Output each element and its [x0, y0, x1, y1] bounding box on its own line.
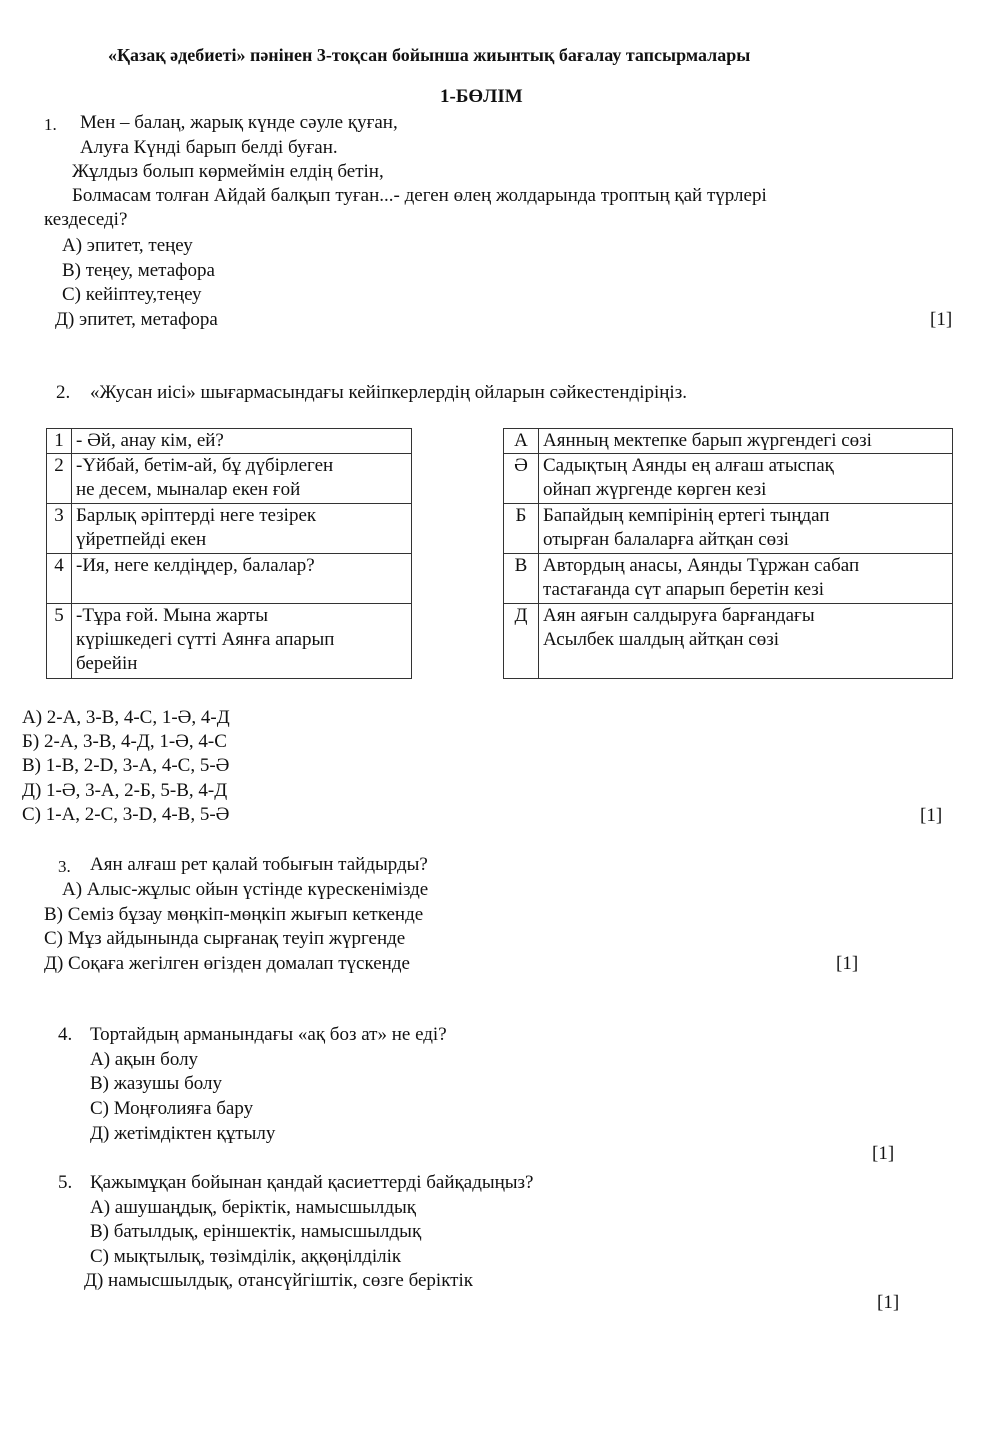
row-letter: Ә	[504, 454, 539, 504]
answer-option: В) 1-В, 2-D, 3-А, 4-С, 5-Ә	[22, 755, 230, 776]
answer-option: В) батылдық, еріншектік, намысшылдық	[90, 1221, 422, 1242]
score-mark: [1]	[872, 1143, 895, 1164]
question-number: 3.	[58, 857, 71, 876]
answer-option: Д) эпитет, метафора	[55, 309, 218, 330]
row-letter: Б	[504, 504, 539, 554]
answer-option: А) ашушаңдық, беріктік, намысшылдық	[90, 1197, 417, 1218]
row-number: 1	[47, 429, 72, 454]
answer-option: С) кейіптеу,теңеу	[62, 284, 202, 305]
context-cell: Аянның мектепке барып жүргендегі сөзі	[539, 429, 953, 454]
score-mark: [1]	[920, 805, 943, 826]
quote-cell: - Әй, анау кім, ей?	[72, 429, 412, 454]
answer-option: А) эпитет, теңеу	[62, 235, 193, 256]
score-mark: [1]	[877, 1292, 900, 1313]
quote-cell: -Ия, неге келдіңдер, балалар?	[72, 554, 412, 604]
question-number: 2.	[56, 382, 71, 403]
quote-cell: Барлық әріптерді неге тезірек үйретпейді екен	[72, 504, 412, 554]
quote-cell: -Үйбай, бетім-ай, бұ дүбірлеген не десем, мыналар екен ғой	[72, 454, 412, 504]
quote-cell: -Тұра ғой. Мына жарты күрішкедегі сүтті Аянға апарып берейін	[72, 604, 412, 679]
answer-option: В) жазушы болу	[90, 1073, 222, 1094]
score-mark: [1]	[930, 309, 953, 330]
answer-option: А) 2-А, 3-В, 4-С, 1-Ә, 4-Д	[22, 707, 230, 728]
row-number: 2	[47, 454, 72, 504]
matching-table-right	[503, 428, 953, 679]
answer-option: С) Моңғолияға бару	[90, 1098, 254, 1119]
answer-option: В) теңеу, метафора	[62, 260, 215, 281]
answer-option: Д) Соқаға жегілген өгізден домалап түскенде	[44, 953, 410, 974]
answer-option: С) 1-А, 2-С, 3-D, 4-В, 5-Ә	[22, 804, 230, 825]
answer-option: С) мықтылық, төзімділік, аққөңілділік	[90, 1246, 402, 1267]
question-number: 5.	[58, 1172, 73, 1193]
poem-line: Алуға Күнді барып белді буған.	[80, 137, 338, 158]
row-letter: В	[504, 554, 539, 604]
answer-option: Д) 1-Ә, 3-А, 2-Б, 5-В, 4-Д	[22, 780, 228, 801]
context-cell: Садықтың Аянды ең алғаш атыспақ ойнап жүргенде көрген кезі	[539, 454, 953, 504]
question-text: Қажымұқан бойынан қандай қасиеттерді байқадыңыз?	[90, 1172, 534, 1193]
answer-option: В) Семіз бұзау мөңкіп-мөңкіп жығып кеткенде	[44, 904, 424, 925]
answer-option: Б) 2-А, 3-В, 4-Д, 1-Ә, 4-С	[22, 731, 227, 752]
answer-option: С) Мұз айдынында сырғанақ теуіп жүргенде	[44, 928, 406, 949]
question-text: Аян алғаш рет қалай тобығын тайдырды?	[90, 854, 428, 875]
row-number: 3	[47, 504, 72, 554]
row-letter: Д	[504, 604, 539, 679]
score-mark: [1]	[836, 953, 859, 974]
answer-option: Д) намысшылдық, отансүйгіштік, сөзге беріктік	[84, 1270, 473, 1291]
document-title: «Қазақ әдебиеті» пәнінен 3-тоқсан бойынша жиынтық бағалау тапсырмалары	[108, 45, 751, 65]
answer-option: А) ақын болу	[90, 1049, 199, 1070]
question-text: Тортайдың арманындағы «ақ боз ат» не еді?	[90, 1024, 447, 1045]
question-text: «Жусан иісі» шығармасындағы кейіпкерлердің ойларын сәйкестендіріңіз.	[90, 382, 687, 403]
row-number: 5	[47, 604, 72, 679]
context-cell: Бапайдың кемпірінің ертегі тыңдап отырған балаларға айтқан сөзі	[539, 504, 953, 554]
poem-line: кездеседі?	[44, 209, 128, 230]
question-number: 4.	[58, 1024, 73, 1045]
poem-line: Мен – балаң, жарық күнде сәуле қуған,	[80, 112, 398, 133]
context-cell: Автордың анасы, Аянды Тұржан сабап тастағанда сүт апарып беретін кезі	[539, 554, 953, 604]
answer-option: Д) жетімдіктен құтылу	[90, 1123, 276, 1144]
row-letter: А	[504, 429, 539, 454]
context-cell: Аян аяғын салдыруға барғандағы Асылбек шалдың айтқан сөзі	[539, 604, 953, 679]
poem-line: Болмасам толған Айдай балқып туған...- деген өлең жолдарында троптың қай түрлері	[72, 185, 767, 206]
row-number: 4	[47, 554, 72, 604]
matching-table-left	[46, 428, 412, 679]
answer-option: А) Алыс-жұлыс ойын үстінде күрескенімізде	[62, 879, 429, 900]
question-number: 1.	[44, 115, 57, 134]
poem-line: Жұлдыз болып көрмеймін елдің бетін,	[72, 161, 384, 182]
section-title: 1-БӨЛІМ	[440, 86, 523, 107]
